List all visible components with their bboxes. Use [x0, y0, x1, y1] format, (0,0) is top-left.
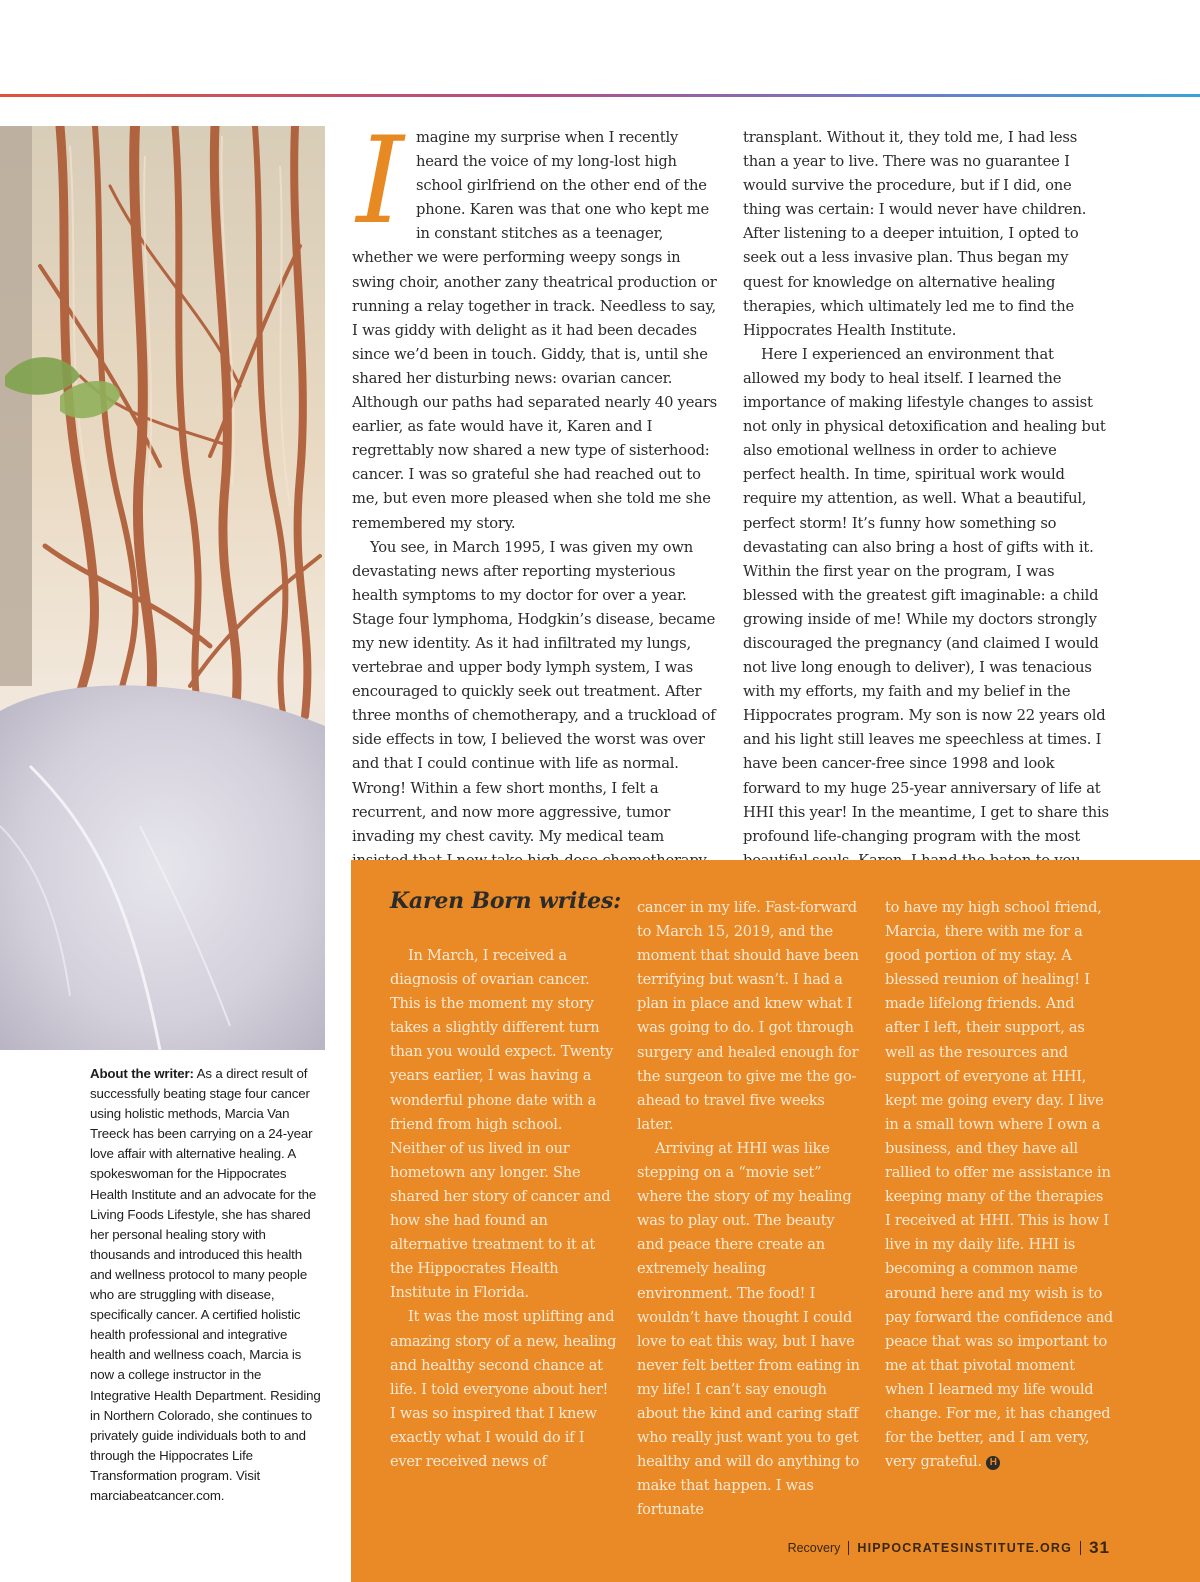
article-paragraph: Here I experienced an environment that allowed my body to heal itself. I learned the importance of making lifestyle changes to assist not only in physical detoxification and healing but also emotional wellness in order to achieve perfect health. In time, spiritual work would require my attention, as well. What a beautiful, perfect storm! It’s funny how something so devastating can also bring a host of gifts with it. Within the first year on the program, I was blessed with the greatest gift imaginable: a child growing inside of me! While my doctors strongly discouraged the pregnancy (and claimed I would not live long enough to deliver), I was tenacious with my efforts, my faith and my belief in the Hippocrates program. My son is now 22 years old and his light still leaves me speechless at times. I have been cancer-free since 1998 and look forward to my huge 25-year anniversary of life at HHI this year! In the meantime, I get to share this profound life-changing program with the most [743, 345, 1109, 845]
article-column-1 [352, 112, 720, 897]
sidebar-title: Karen Born writes: [390, 888, 622, 914]
page-footer [780, 1537, 1110, 1559]
roots-and-leaf-image [0, 126, 325, 1050]
footer-site-link[interactable]: HIPPOCRATESINSTITUTE.ORG [857, 1541, 1073, 1555]
sidebar-paragraph: It was the most uplifting and amazing story of a new, healing and healthy second chance at life. I told everyone about her! I was so inspired that I knew exactly what I would do if I ever received news of [390, 1308, 617, 1470]
sidebar-column-1 [390, 944, 618, 1474]
article-column-2 [743, 126, 1109, 873]
footer-divider [848, 1541, 849, 1555]
footer-divider [1080, 1541, 1081, 1555]
sidebar-paragraph: Arriving at HHI was like stepping on a “movie set” where the story of my healing was to play out. The beauty and peace there create an extremely healing environment. The food! I wouldn’t have thought I could love to eat this way, but I have never felt better from eating in my life! I can’t say enough about the kind and caring staff who really just want you to get healthy and will do anything to make that happen. I was fortunate [637, 1139, 860, 1519]
sidebar-paragraph: to have my high school friend, Marcia, there with me for a good portion of my stay. A blessed reunion of healing! I made lifelong friends. And after I left, their support, as well as the resources and support of everyone at HHI, kept me going every day. I live in a small town where I own a business, and they have all rallied to offer me assistance in keeping many of the therapies I received at HHI. This is how I live in my daily life. HHI is becoming a common name around here and my wish is to pay forward the confidence and peace that was so important to me at that pivotal moment when I learned my life would change. For me, it has changed for the better, and I am very, very grateful. [885, 899, 1113, 1471]
header-rule [0, 94, 1200, 97]
about-the-writer [90, 1064, 322, 1506]
article-paragraph: You see, in March 1995, I was given my own devastating news after reporting mysterious health symptoms to my doctor for over a year. Stage four lymphoma, Hodgkin’s disease, became my new identity. As it had infiltrated my lungs, vertebrae and upper body lymph system, I was encouraged to quickly seek out treatment. After three months of chemotherapy, and a truckload of side effects in tow, I believed the worst was over and that I could continue with life as normal. Wrong! Within a few short months, I felt a recurrent, and now more aggressive, tumor invading my chest cavity. My medical team [352, 538, 716, 845]
sidebar-column-3 [885, 896, 1113, 1474]
drop-cap: I [356, 112, 404, 251]
article-paragraph: transplant. Without it, they told me, I had less than a year to live. There was no guarantee I would survive the procedure, but if I did, one thing was certain: I would never have children. After listening to a deeper intuition, I opted to seek out a less invasive plan. Thus began my quest for knowledge on alternative healing therapies, which ultimately led me to find the Hippocrates Health Institute. [743, 129, 1087, 339]
sidebar-paragraph: cancer in my life. Fast-forward to March 15, 2019, and the moment that should have been terrifying but wasn’t. I had a plan in place and knew what I was going to do. I got through surgery and healed enough for the surgeon to give me the go-ahead to travel five weeks later. [637, 899, 859, 1133]
about-text: As a direct result of successfully beating stage four cancer using holistic methods, Marcia Van Treeck has been carrying on a 24-year love affair with alternative healing. A spokeswoman for the Hippocrates Health Institute and an advocate for the Living Foods Lifestyle, she has shared her personal healing story with thousands and introduced this health and wellness protocol to many people who are struggling with disease, specifically cancer. A certified holistic health professional and integrative health and wellness coach, Marcia is now a college instructor in the Integrative Health Department. Residing in Northern Colorado, she continues to privately guide individuals both to and through the Hippocrates Life Transformation program. Visit marciabeatcancer.com. [90, 1066, 321, 1503]
article-paragraph: magine my surprise when I recently heard the voice of my long-lost high school girlfriend on the other end of the phone. Karen was that one who kept me in constant stitches as a teenager, whether we were performing weepy songs in swing choir, another zany theatrical production or running a relay together in track. Needless to say, I was giddy with delight as it had been decades since we’d been in touch. Giddy, that is, until she shared her disturbing news: ovarian cancer. Although our paths had separated nearly 40 years earlier, as fate would have it, Karen and I regrettably now shared a new type of sisterhood: cancer. I was so grateful she had reached out to me, but even more pleased when she told me she remembered my story. [352, 129, 717, 532]
sidebar-paragraph: In March, I received a diagnosis of ovarian cancer. This is the moment my story takes a slightly different turn than you would expect. Twenty years earlier, I was having a wonderful phone date with a friend from high school. Neither of us lived in our hometown any longer. She shared her story of cancer and how she had found an alternative treatment to it at the Hippocrates Health Institute in Florida. [390, 947, 614, 1302]
about-label: About the writer: [90, 1066, 194, 1081]
hhi-end-mark-icon: H [986, 1456, 1000, 1470]
sidebar-column-2 [637, 896, 865, 1522]
footer-section: Recovery [787, 1541, 841, 1555]
page-number: 31 [1089, 1538, 1110, 1557]
article-photo [0, 126, 325, 1050]
